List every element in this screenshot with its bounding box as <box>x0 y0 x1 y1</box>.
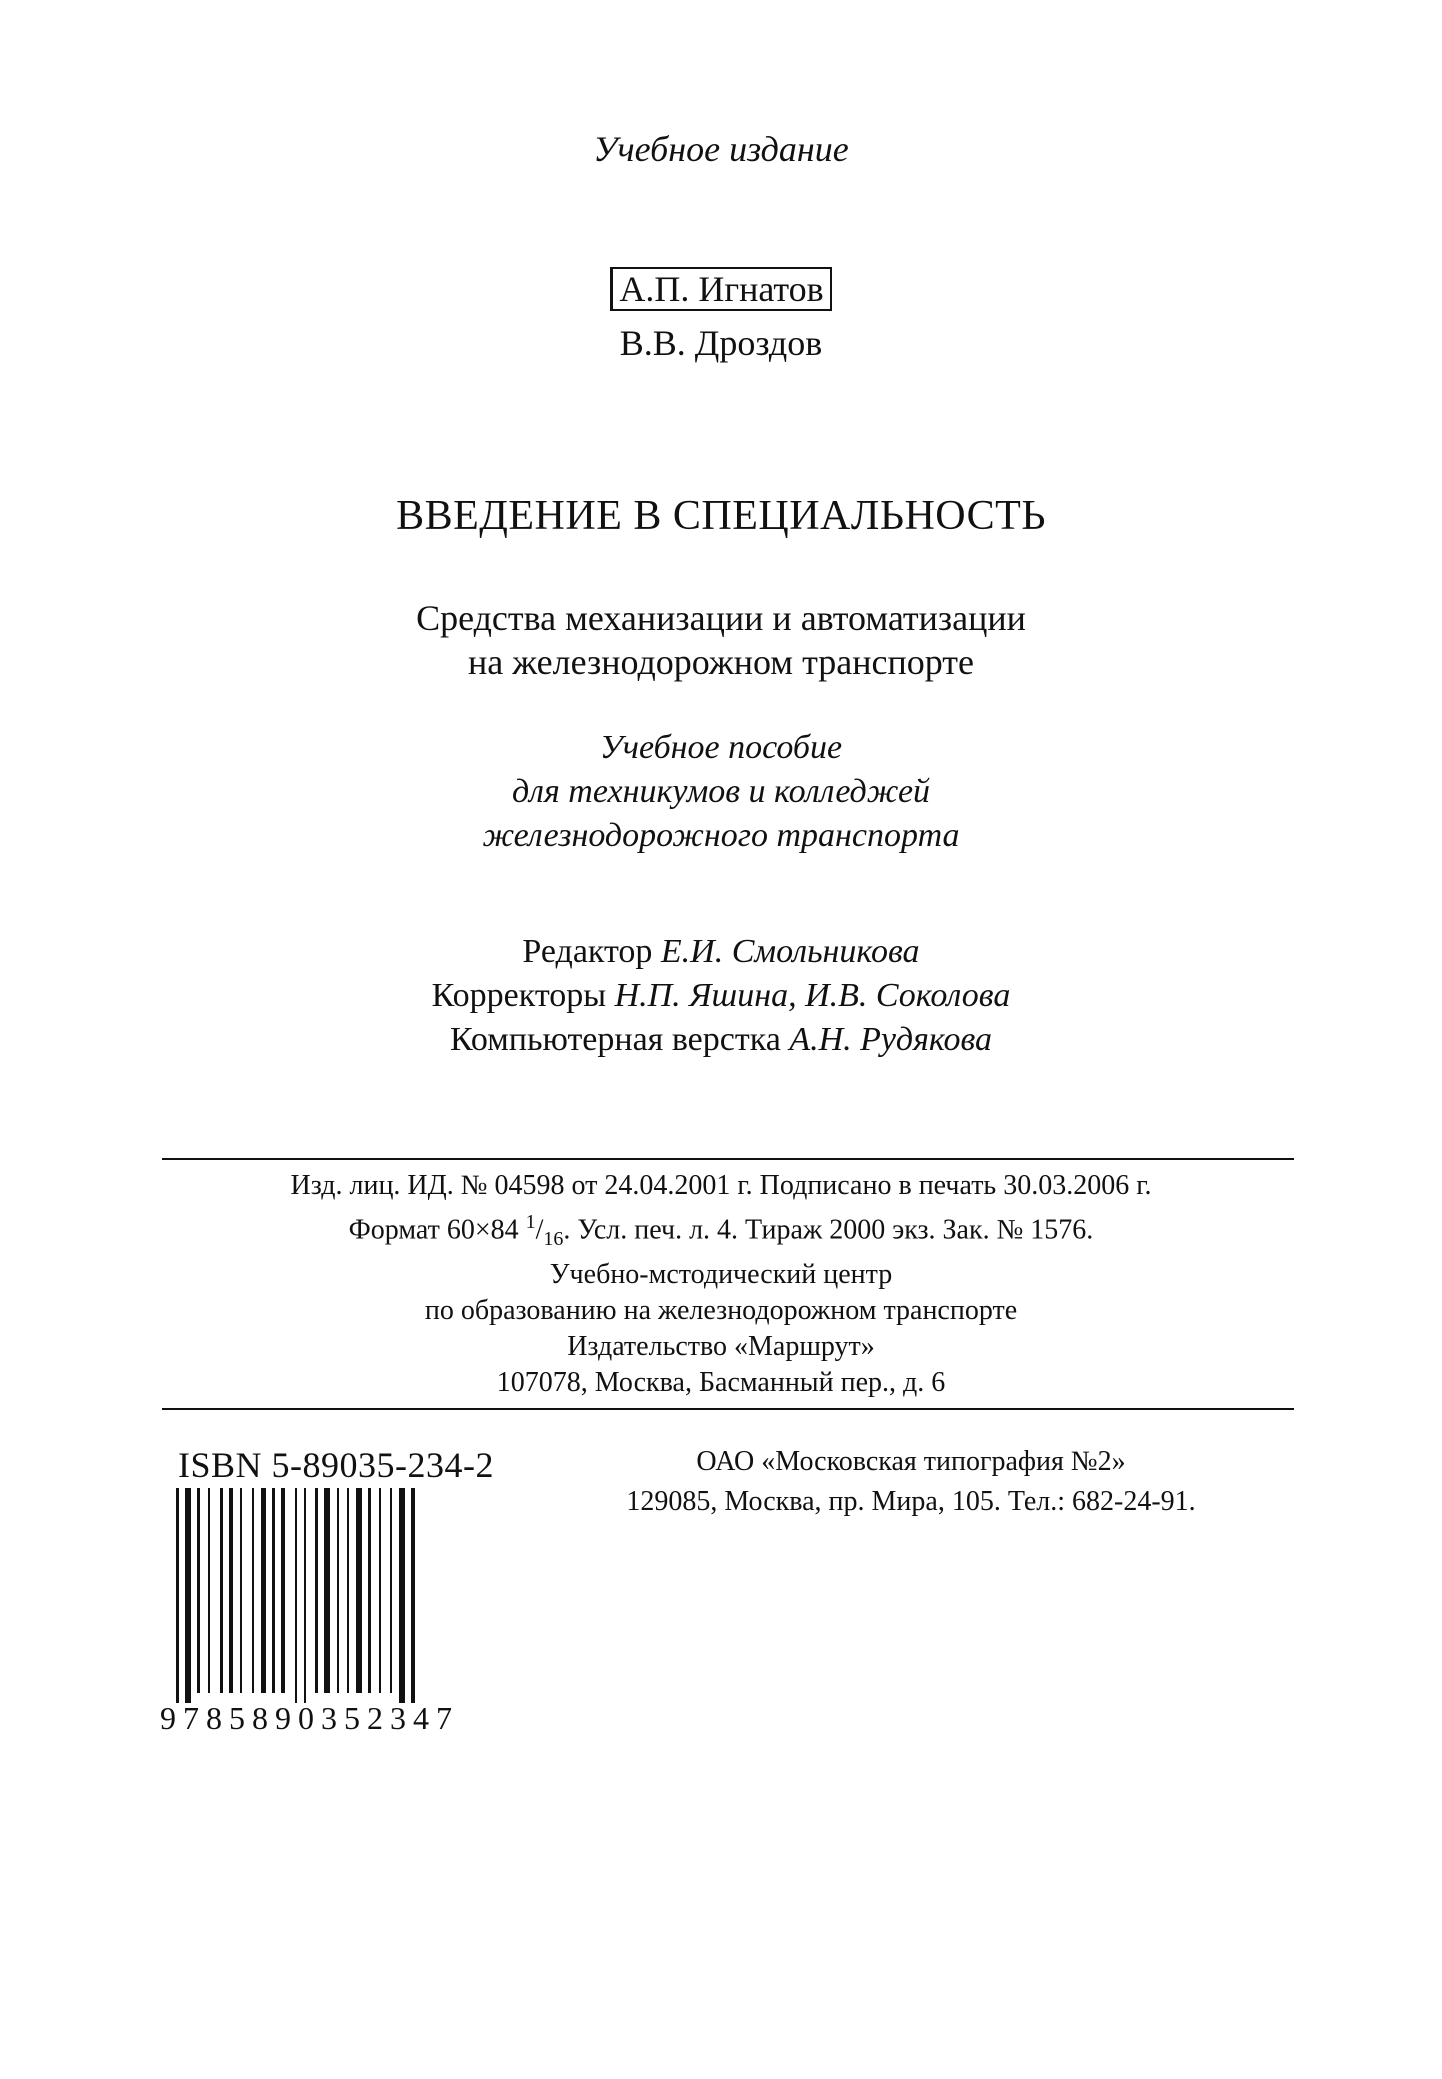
bottom-divider <box>162 1408 1294 1410</box>
printer-address: 129085, Москва, пр. Мира, 105. Тел.: 682-24-91. <box>626 1486 1196 1517</box>
barcode-bar <box>220 1488 223 1693</box>
imprint-address: 107078, Москва, Басманный пер., д. 6 <box>496 1366 946 1398</box>
barcode-bar <box>324 1488 330 1693</box>
staff-line <box>0 974 1442 1018</box>
subtitle-line: Средства механизации и автоматизации <box>416 598 1026 638</box>
format-prefix: Формат 60×84 <box>348 1214 526 1246</box>
barcode-bar <box>252 1488 254 1693</box>
barcode-bar <box>347 1488 349 1693</box>
imprint-center: Учебно-мстодический центр <box>549 1258 893 1290</box>
barcode-bar <box>304 1488 306 1703</box>
edition-type: Учебное издание <box>593 129 849 169</box>
barcode-bar <box>390 1488 392 1693</box>
format-suffix: . Усл. печ. л. 4. Тираж 2000 экз. Зак. № 1576. <box>563 1214 1094 1246</box>
imprint-block <box>0 1168 1442 1401</box>
top-divider <box>162 1158 1294 1160</box>
format-sup: 1 <box>525 1211 536 1233</box>
barcode-bar <box>185 1488 191 1703</box>
authors-block <box>0 262 1442 370</box>
purpose-line: Учебное пособие <box>599 729 843 766</box>
barcode-digits: 9785890352347 <box>160 1700 459 1736</box>
barcode-graphic <box>176 1488 506 1708</box>
book-subtitle <box>0 596 1442 684</box>
barcode-bar <box>337 1488 339 1693</box>
barcode-bar <box>261 1488 266 1693</box>
book-purpose <box>0 726 1442 858</box>
barcode-bar <box>176 1488 179 1703</box>
author-name: А.П. Игнатов <box>610 267 831 311</box>
barcode-bar <box>295 1488 297 1703</box>
staff-names: А.Н. Рудякова <box>789 1021 993 1058</box>
barcode-bar <box>356 1488 362 1693</box>
printer-name: ОАО «Московская типография №2» <box>696 1446 1126 1477</box>
staff-names: Е.И. Смольникова <box>660 933 920 970</box>
staff-role: Компьютерная верстка <box>449 1021 781 1058</box>
barcode-bar <box>272 1488 275 1693</box>
imprint-center-desc: по образованию на железнодорожном транспорте <box>424 1294 1018 1326</box>
author-name: В.В. Дроздов <box>619 323 823 363</box>
purpose-line: железнодорожного транспорта <box>482 817 960 854</box>
book-title: ВВЕДЕНИЕ В СПЕЦИАЛЬНОСТЬ <box>396 493 1046 539</box>
barcode-bar <box>281 1488 285 1693</box>
barcode-bar <box>240 1488 242 1693</box>
isbn-number: ISBN 5-89035-234-2 <box>178 1445 494 1485</box>
imprint-format: Формат 60×84 $^1/_{16}$. Усл. печ. л. 4. Тираж 2000 экз. Зак. № 1576. <box>348 1211 1094 1250</box>
purpose-line: для техникумов и колледжей <box>511 773 931 810</box>
barcode-bar <box>208 1488 210 1693</box>
barcode-bar <box>197 1488 200 1693</box>
barcode-bar <box>368 1488 371 1693</box>
barcode-bar <box>399 1488 405 1703</box>
staff-line <box>0 1018 1442 1062</box>
imprint-license: Изд. лиц. ИД. № 04598 от 24.04.2001 г. Подписано в печать 30.03.2006 г. <box>290 1170 1152 1201</box>
staff-line <box>0 930 1442 974</box>
barcode-bar <box>379 1488 381 1693</box>
staff-names: Н.П. Яшина, И.В. Соколова <box>614 977 1011 1014</box>
format-sub: 16 <box>543 1227 564 1250</box>
staff-role: Редактор <box>522 933 653 970</box>
printer-info <box>566 1442 1256 1522</box>
staff-credits <box>0 930 1442 1062</box>
staff-role: Корректоры <box>431 977 607 1014</box>
imprint-publisher: Издательство «Маршрут» <box>567 1330 875 1362</box>
subtitle-line: на железнодорожном транспорте <box>467 642 974 682</box>
barcode-bar <box>411 1488 415 1703</box>
barcode-bar <box>315 1488 318 1693</box>
barcode-bar <box>229 1488 233 1693</box>
